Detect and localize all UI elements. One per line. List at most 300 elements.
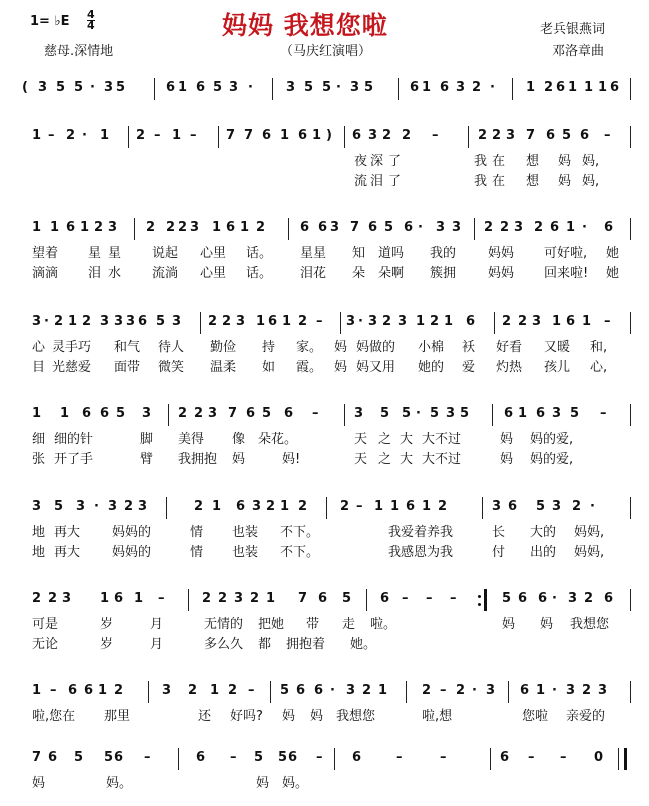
lyric-syllable: 微笑: [158, 360, 185, 375]
note: 2: [66, 128, 76, 143]
lyric-syllable: 妈!: [282, 452, 301, 467]
notation-row: [0, 78, 649, 104]
note: 5: [364, 80, 374, 95]
note: 3: [104, 80, 114, 95]
note: 6: [546, 128, 556, 143]
lyric-syllable: 张: [32, 452, 46, 467]
note: 2: [166, 220, 176, 235]
note: 1: [98, 683, 108, 698]
note: –: [316, 314, 323, 329]
note: 6: [518, 591, 528, 606]
note: –: [312, 406, 319, 421]
note: 7: [526, 128, 536, 143]
lyric-syllable: 岁: [100, 617, 114, 632]
note: 6: [538, 591, 548, 606]
lyric-syllable: 妈: [282, 709, 296, 724]
note: –: [426, 591, 433, 606]
lyric-syllable: 我: [474, 174, 488, 189]
note: 6: [440, 80, 450, 95]
lyric-syllable: 开了手: [54, 452, 94, 467]
barline: [494, 312, 495, 334]
lyric-syllable: 妈做的: [356, 340, 396, 355]
lyric-syllable: 地: [32, 525, 46, 540]
note: 2: [478, 128, 488, 143]
lyric-syllable: 可好啦,: [544, 246, 588, 261]
lyric-syllable: 啦,想: [422, 709, 453, 724]
lyric-syllable: 待人: [158, 340, 185, 355]
lyric-syllable: 您啦: [522, 709, 549, 724]
note: ·: [552, 683, 557, 698]
note: 1: [100, 591, 110, 606]
note: 2: [202, 591, 212, 606]
note: 6: [410, 80, 420, 95]
note: 3: [234, 591, 244, 606]
notation-row: [0, 748, 649, 774]
note: 6: [288, 750, 298, 765]
note: 5: [262, 406, 272, 421]
repeat-dot: [478, 603, 481, 606]
note: 3: [446, 406, 456, 421]
note: 5: [280, 683, 290, 698]
note: 3: [252, 499, 262, 514]
note: 6: [604, 591, 614, 606]
note: ·: [418, 220, 423, 235]
barline: [334, 748, 335, 770]
lyric-syllable: 和,: [590, 340, 608, 355]
lyric-syllable: 夜: [354, 154, 368, 169]
note: 2: [188, 683, 198, 698]
lyric-syllable: 大: [400, 432, 414, 447]
note: –: [316, 750, 323, 765]
note: –: [158, 591, 165, 606]
lyric-syllable: 朵: [352, 266, 366, 281]
note: 7: [350, 220, 360, 235]
lyric-line-1: [0, 776, 649, 792]
lyric-syllable: 情: [190, 525, 204, 540]
note: ·: [248, 80, 253, 95]
note: –: [402, 591, 409, 606]
lyric-syllable: 之: [378, 452, 392, 467]
note: 5: [322, 80, 332, 95]
note: 6: [300, 220, 310, 235]
lyric-syllable: 不下。: [280, 545, 320, 560]
note: 7: [32, 750, 42, 765]
lyric-syllable: 也装: [232, 545, 259, 560]
note: 2: [534, 220, 544, 235]
lyric-syllable: 家。: [296, 340, 323, 355]
note: 1: [32, 406, 42, 421]
lyric-syllable: 再大: [54, 545, 81, 560]
lyric-syllable: 也装: [232, 525, 259, 540]
lyric-syllable: 脚: [140, 432, 154, 447]
note: 6: [68, 683, 78, 698]
note: 6: [550, 220, 560, 235]
lyric-syllable: 朵啊: [378, 266, 405, 281]
note: 1: [256, 314, 266, 329]
note: 6: [536, 406, 546, 421]
lyric-syllable: 她的: [418, 360, 445, 375]
note: 3: [38, 80, 48, 95]
note: 6: [226, 220, 236, 235]
note: 6: [404, 220, 414, 235]
note: 1: [422, 499, 432, 514]
lyric-syllable: 岁: [100, 637, 114, 652]
note: ·: [82, 128, 87, 143]
note: 1: [536, 683, 546, 698]
key-signature: 1= ♭E: [30, 14, 70, 29]
lyric-syllable: 想: [526, 174, 540, 189]
note: 6: [566, 314, 576, 329]
lyric-syllable: 出的: [530, 545, 557, 560]
lyric-syllable: 我想您: [570, 617, 610, 632]
barline: [482, 497, 483, 519]
note: 6: [352, 750, 362, 765]
note: 2: [502, 314, 512, 329]
note: 7: [244, 128, 254, 143]
lyric-syllable: 话。: [246, 246, 273, 261]
lyric-syllable: 我感恩为我: [388, 545, 454, 560]
lyric-syllable: 她。: [350, 637, 377, 652]
lyric-syllable: 月: [150, 617, 164, 632]
lyric-syllable: 拥抱着: [286, 637, 326, 652]
lyric-syllable: 妈: [500, 452, 514, 467]
lyric-syllable: 把她: [258, 617, 285, 632]
barline: [398, 78, 399, 100]
note: 3: [566, 683, 576, 698]
notation-row: [0, 218, 649, 244]
note: 6: [368, 220, 378, 235]
note: 2: [518, 314, 528, 329]
note: 5: [56, 80, 66, 95]
lyric-syllable: 妈: [334, 360, 348, 375]
lyric-syllable: 月: [150, 637, 164, 652]
note: 2: [582, 683, 592, 698]
lyric-syllable: 回来啦!: [544, 266, 589, 281]
note: ·: [330, 683, 335, 698]
barline: [492, 404, 493, 426]
note: 6: [138, 314, 148, 329]
barline: [166, 497, 167, 519]
note: 6: [66, 220, 76, 235]
barline: [490, 748, 491, 770]
note: 3: [436, 220, 446, 235]
note: 3: [32, 314, 42, 329]
lyric-syllable: 大不过: [422, 432, 462, 447]
note: 2: [298, 314, 308, 329]
note: 5: [74, 80, 84, 95]
lyric-syllable: 啦。: [370, 617, 397, 632]
note: 3: [492, 499, 502, 514]
barline: [474, 218, 475, 240]
note: 2: [250, 591, 260, 606]
note: –: [440, 750, 447, 765]
note: 5: [304, 80, 314, 95]
lyric-syllable: 温柔: [210, 360, 237, 375]
barline: [344, 126, 345, 148]
lyric-syllable: 灼热: [496, 360, 523, 375]
note: 6: [284, 406, 294, 421]
barline: [154, 78, 155, 100]
lyric-syllable: 大的: [530, 525, 557, 540]
note: 1: [50, 220, 60, 235]
lyric-line-1: [0, 709, 649, 725]
lyric-syllable: 妈妈: [488, 266, 515, 281]
lyric-syllable: 妈: [232, 452, 246, 467]
lyric-syllable: 了: [388, 154, 402, 169]
note: 6: [604, 220, 614, 235]
barline: [270, 681, 271, 703]
lyric-syllable: 都: [258, 637, 272, 652]
note: 1: [32, 683, 42, 698]
note: 2: [48, 591, 58, 606]
note: 3: [456, 80, 466, 95]
note: 3: [506, 128, 516, 143]
lyric-line-2: [0, 174, 649, 190]
lyric-syllable: 再大: [54, 525, 81, 540]
lyric-syllable: 道吗: [378, 246, 405, 261]
lyric-syllable: 情: [190, 545, 204, 560]
note: 6: [318, 591, 328, 606]
lyric-syllable: 大: [400, 452, 414, 467]
note: –: [190, 128, 197, 143]
barline: [200, 312, 201, 334]
lyric-syllable: 妈: [334, 340, 348, 355]
note: 6: [166, 80, 176, 95]
lyric-syllable: 在: [492, 174, 506, 189]
lyric-syllable: 我爱着养我: [388, 525, 454, 540]
lyric-line-2: [0, 452, 649, 468]
note: 0: [594, 750, 604, 765]
barline: [630, 404, 631, 426]
note: 2: [256, 220, 266, 235]
note: ·: [590, 499, 595, 514]
note: 1: [422, 80, 432, 95]
note: 1: [266, 591, 276, 606]
note: 2: [194, 499, 204, 514]
lyric-syllable: 流淌: [152, 266, 179, 281]
note: 2: [136, 128, 146, 143]
time-signature: [87, 10, 95, 31]
note: –: [144, 750, 151, 765]
barline: [512, 78, 513, 100]
note: 3: [236, 314, 246, 329]
note: 6: [262, 128, 272, 143]
note: 6: [236, 499, 246, 514]
lyric-syllable: 像: [232, 432, 246, 447]
performance-mood: 慈母.深情地: [44, 44, 114, 59]
lyric-syllable: 心里: [200, 266, 227, 281]
lyric-syllable: 可是: [32, 617, 59, 632]
final-barline-thick: [624, 748, 627, 770]
lyric-syllable: 天: [354, 452, 368, 467]
time-signature-bottom: 4: [87, 19, 95, 32]
note: 6: [82, 406, 92, 421]
lyric-syllable: 妈: [32, 776, 46, 791]
note: ·: [336, 80, 341, 95]
lyric-syllable: 好吗?: [230, 709, 263, 724]
lyric-line-1: [0, 154, 649, 170]
note: 7: [228, 406, 238, 421]
note: 1: [568, 80, 578, 95]
note: 1: [282, 314, 292, 329]
song-title: 妈妈 我想您啦: [222, 11, 388, 40]
lyric-syllable: 小棉: [418, 340, 445, 355]
note: 6: [48, 750, 58, 765]
note: 1: [32, 220, 42, 235]
note: 6: [500, 750, 510, 765]
lyric-syllable: 话。: [246, 266, 273, 281]
lyric-syllable: 了: [388, 174, 402, 189]
note: 3: [126, 314, 136, 329]
note: ·: [90, 80, 95, 95]
note: ·: [472, 683, 477, 698]
note: –: [604, 314, 611, 329]
repeat-dot: [478, 595, 481, 598]
note: –: [154, 128, 161, 143]
note: 3: [346, 683, 356, 698]
lyric-syllable: 妈: [558, 174, 572, 189]
note: 7: [226, 128, 236, 143]
note: 2: [362, 683, 372, 698]
note: 5: [536, 499, 546, 514]
note: 6: [114, 750, 124, 765]
note: 6: [520, 683, 530, 698]
lyric-syllable: 妈妈,: [574, 545, 605, 560]
note: 5: [54, 499, 64, 514]
note: 3: [452, 220, 462, 235]
note: 3: [368, 128, 378, 143]
lyric-syllable: 心里: [200, 246, 227, 261]
note: 5: [342, 591, 352, 606]
note: 3: [398, 314, 408, 329]
note: 2: [266, 499, 276, 514]
lyric-syllable: 袄: [462, 340, 476, 355]
notation-row: [0, 126, 649, 152]
note: 3: [108, 499, 118, 514]
note: 1: [566, 220, 576, 235]
lyric-syllable: 灵手巧: [52, 340, 92, 355]
note: 2: [298, 499, 308, 514]
note: 6: [406, 499, 416, 514]
note: 5: [460, 406, 470, 421]
lyric-syllable: 星: [108, 246, 122, 261]
lyric-syllable: 多么久: [204, 637, 244, 652]
lyric-syllable: 走: [342, 617, 356, 632]
note: 2: [124, 499, 134, 514]
note: 3: [32, 499, 42, 514]
lyric-syllable: 妈: [502, 617, 516, 632]
note: 3: [142, 406, 152, 421]
lyric-syllable: 在: [492, 154, 506, 169]
lyric-syllable: 霞。: [296, 360, 323, 375]
lyric-syllable: 啦,您在: [32, 709, 76, 724]
lyric-line-1: [0, 246, 649, 262]
barline: [630, 681, 631, 703]
lyric-syllable: 不下。: [280, 525, 320, 540]
note: 6: [610, 80, 620, 95]
note: 1: [552, 314, 562, 329]
note: 3: [486, 683, 496, 698]
lyric-syllable: 妈妈的: [112, 525, 152, 540]
barline: [340, 312, 341, 334]
note: 3: [532, 314, 542, 329]
lyric-syllable: 大不过: [422, 452, 462, 467]
note: 2: [402, 128, 412, 143]
note: –: [396, 750, 403, 765]
note: ): [326, 128, 332, 143]
note: 5: [116, 406, 126, 421]
lyric-syllable: 如: [262, 360, 276, 375]
note: 2: [178, 406, 188, 421]
note: 1: [32, 128, 42, 143]
note: 2: [114, 683, 124, 698]
lyric-syllable: 妈: [256, 776, 270, 791]
note: 2: [228, 683, 238, 698]
lyric-syllable: 水: [108, 266, 122, 281]
note: –: [440, 683, 447, 698]
lyric-syllable: 泪: [370, 174, 384, 189]
lyric-syllable: 心,: [590, 360, 608, 375]
lyric-line-1: [0, 617, 649, 633]
note: 7: [298, 591, 308, 606]
barline: [326, 497, 327, 519]
barline: [148, 681, 149, 703]
lyric-syllable: 泪: [88, 266, 102, 281]
note: 2: [208, 314, 218, 329]
note: 1: [518, 406, 528, 421]
barline: [188, 589, 189, 611]
note: 5: [402, 406, 412, 421]
notation-row: [0, 589, 649, 615]
lyric-line-2: [0, 637, 649, 653]
note: –: [560, 750, 567, 765]
note: 3: [368, 314, 378, 329]
barline: [288, 218, 289, 240]
lyric-syllable: 长: [492, 525, 506, 540]
note: 6: [298, 128, 308, 143]
note: 1: [178, 80, 188, 95]
note: 3: [354, 406, 364, 421]
note: –: [604, 128, 611, 143]
barline: [218, 126, 219, 148]
lyric-line-1: [0, 525, 649, 541]
note: 2: [94, 220, 104, 235]
note: 5: [74, 750, 84, 765]
barline: [168, 404, 169, 426]
notation-row: [0, 404, 649, 430]
lyric-syllable: 孩儿: [544, 360, 571, 375]
notation-row: [0, 497, 649, 523]
lyric-syllable: 妈。: [106, 776, 133, 791]
note: 3: [62, 591, 72, 606]
note: 3: [598, 683, 608, 698]
lyric-syllable: 爱: [462, 360, 476, 375]
note: 6: [352, 128, 362, 143]
lyricist-credit: 老兵银燕词: [540, 22, 606, 37]
lyric-line-2: [0, 360, 649, 376]
notation-row: [0, 681, 649, 707]
barline: [630, 126, 631, 148]
barline: [128, 126, 129, 148]
lyric-syllable: 妈: [540, 617, 554, 632]
note: 5: [104, 750, 114, 765]
note: 2: [218, 591, 228, 606]
note: 2: [500, 220, 510, 235]
note: 1: [444, 314, 454, 329]
note: –: [356, 499, 363, 514]
barline: [630, 589, 631, 611]
note: 2: [430, 314, 440, 329]
